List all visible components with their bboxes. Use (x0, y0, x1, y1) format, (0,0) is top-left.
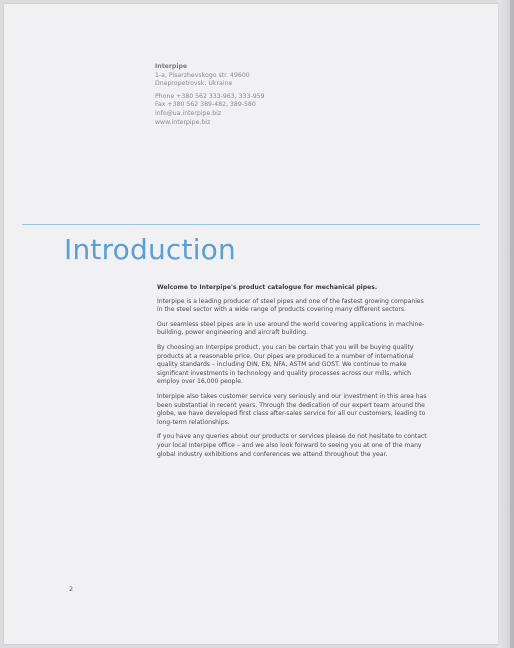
web-line: www.interpipe.biz (155, 118, 211, 126)
page-title: Introduction (64, 233, 236, 266)
address-line-2: Dnepropetrovsk, Ukraine (155, 80, 233, 88)
paragraph-1: Interpipe is a leading producer of steel pipes and one of the fastest growing companies in the steel sector with a wide range of products covering many different sectors. (157, 297, 424, 314)
address-line-1: 1-a, Pisarzhevskogo str. 49600 (155, 71, 250, 79)
paragraph-3: By choosing an Interpipe product, you can be certain that you will be buying quality products at a reasonable price. Our pipes are produced to a number of international quality standards – including DIN, EN, NFA, ASTM and GOST. We continue to make significant investments in technology and quality processes across our mills, which employ over 16,000 people. (157, 343, 414, 386)
page-number: 2 (69, 585, 74, 593)
contact-block (155, 63, 265, 127)
paragraph-5: If you have any queries about our products or services please do not hesitate to contact your local Interpipe office – and we also look forward to seeing you at one of the many global industry exhibitions and conferences we attend throughout the year. (157, 433, 427, 458)
fax-line: Fax +380 562 389-482, 389-580 (155, 101, 256, 109)
scan-edge-shadow (510, 0, 514, 648)
company-name: Interpipe (155, 63, 188, 70)
intro-body (157, 284, 429, 465)
paragraph-2: Our seamless steel pipes are in use around the world covering applications in machine-building, power engineering and aircraft building. (157, 320, 425, 337)
section-divider (22, 224, 480, 225)
lead-paragraph: Welcome to Interpipe's product catalogue for mechanical pipes. (157, 284, 378, 291)
email-line: info@ua.interpipe.biz (155, 109, 222, 117)
paragraph-4: Interpipe also takes customer service very seriously and our investment in this area has been substantial in recent years. Through the dedication of our expert team around the globe, we have developed first class after-sales service for all our customers, leading to long-term relationships. (157, 392, 427, 426)
phone-line: Phone +380 562 333-963, 333-959 (155, 92, 265, 100)
